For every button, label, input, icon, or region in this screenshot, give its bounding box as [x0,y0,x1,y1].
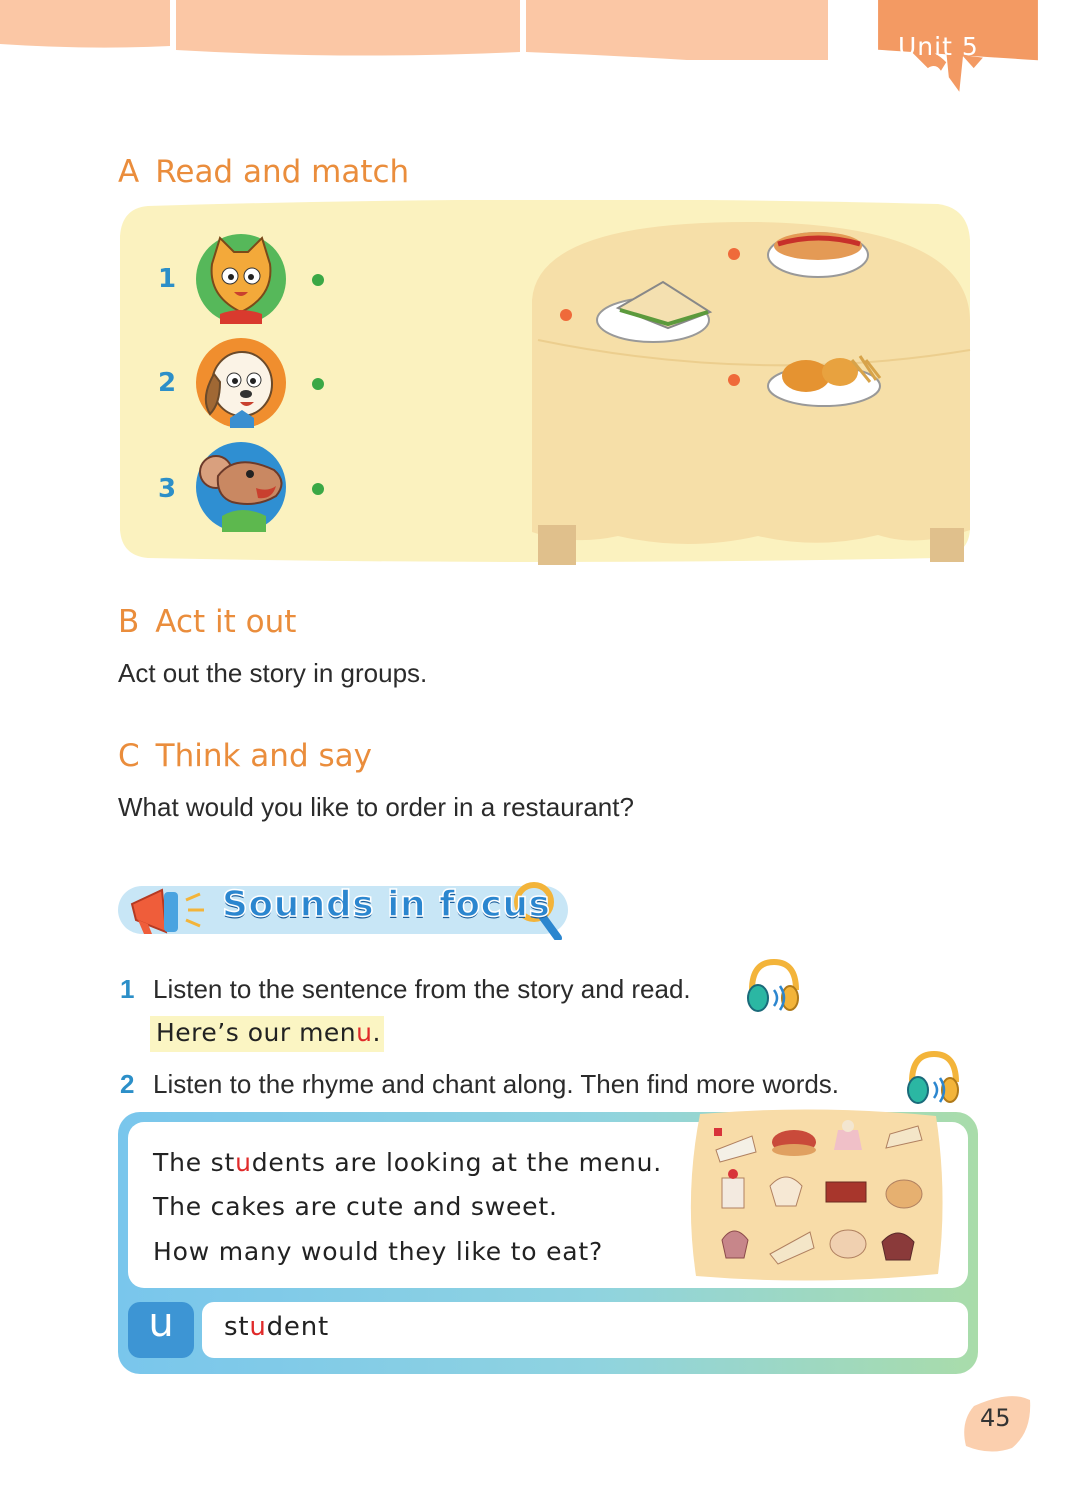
rhyme-line-1 [153,1148,662,1177]
match-dot-hotdog[interactable] [728,248,740,260]
step-2-text: Listen to the rhyme and chant along. Then find more words. [153,1069,840,1099]
step-2-number: 2 [120,1069,135,1099]
rhyme-part: The st [153,1148,236,1177]
unit-label: Unit 5 [898,32,979,61]
section-c-title: Think and say [155,738,372,774]
sentence-highlight-letter: u [356,1018,373,1047]
section-c-question: What would you like to order in a restaurant? [118,792,634,822]
match-dot-chicken[interactable] [728,374,740,386]
section-b-heading [118,604,296,640]
rhyme-line-3 [153,1237,603,1266]
rhyme-part: The cakes are cute and sweet. [153,1192,558,1221]
cat-avatar [196,234,286,324]
section-a-heading [118,154,409,190]
section-a-letter: A [118,154,140,190]
section-c-heading [118,738,372,774]
page-number: 45 [980,1404,1011,1432]
match-dot-2[interactable] [312,378,324,390]
match-dot-sandwich[interactable] [560,309,572,321]
sentence-part: Here’s our men [156,1018,357,1047]
headphones-icon[interactable] [744,956,800,1018]
dog-avatar [196,338,286,428]
tablecloth [532,222,970,544]
sounds-banner-title: Sounds in focus [222,884,551,925]
step-1-text: Listen to the sentence from the story and read. [153,974,691,1004]
step-1-number: 1 [120,974,135,1004]
focus-letter: u [148,1300,174,1346]
section-a-title: Read and match [155,154,410,190]
match-item-number: 2 [158,368,177,398]
rhyme-line-2 [153,1192,558,1221]
example-word [224,1312,329,1342]
sentence-part: . [372,1018,381,1047]
mouse-avatar [196,442,286,532]
headphones-icon[interactable] [904,1048,960,1110]
match-item-number: 1 [158,264,177,294]
word-part: dent [266,1312,329,1342]
match-dot-3[interactable] [312,483,324,495]
section-b-instruction: Act out the story in groups. [118,658,428,688]
word-part: st [224,1312,250,1342]
rhyme-highlight-letter: u [235,1148,252,1177]
word-highlight-letter: u [249,1312,267,1342]
section-c-letter: C [118,738,140,774]
section-b-title: Act it out [155,604,297,640]
rhyme-part: How many would they like to eat? [153,1237,604,1266]
match-dot-1[interactable] [312,274,324,286]
rhyme-part: dents are looking at the menu. [251,1148,663,1177]
hotdog-plate [768,232,868,277]
match-item-number: 3 [158,474,177,504]
cakes-illustration [686,1106,948,1286]
section-b-letter: B [118,604,140,640]
example-sentence [156,1018,381,1047]
